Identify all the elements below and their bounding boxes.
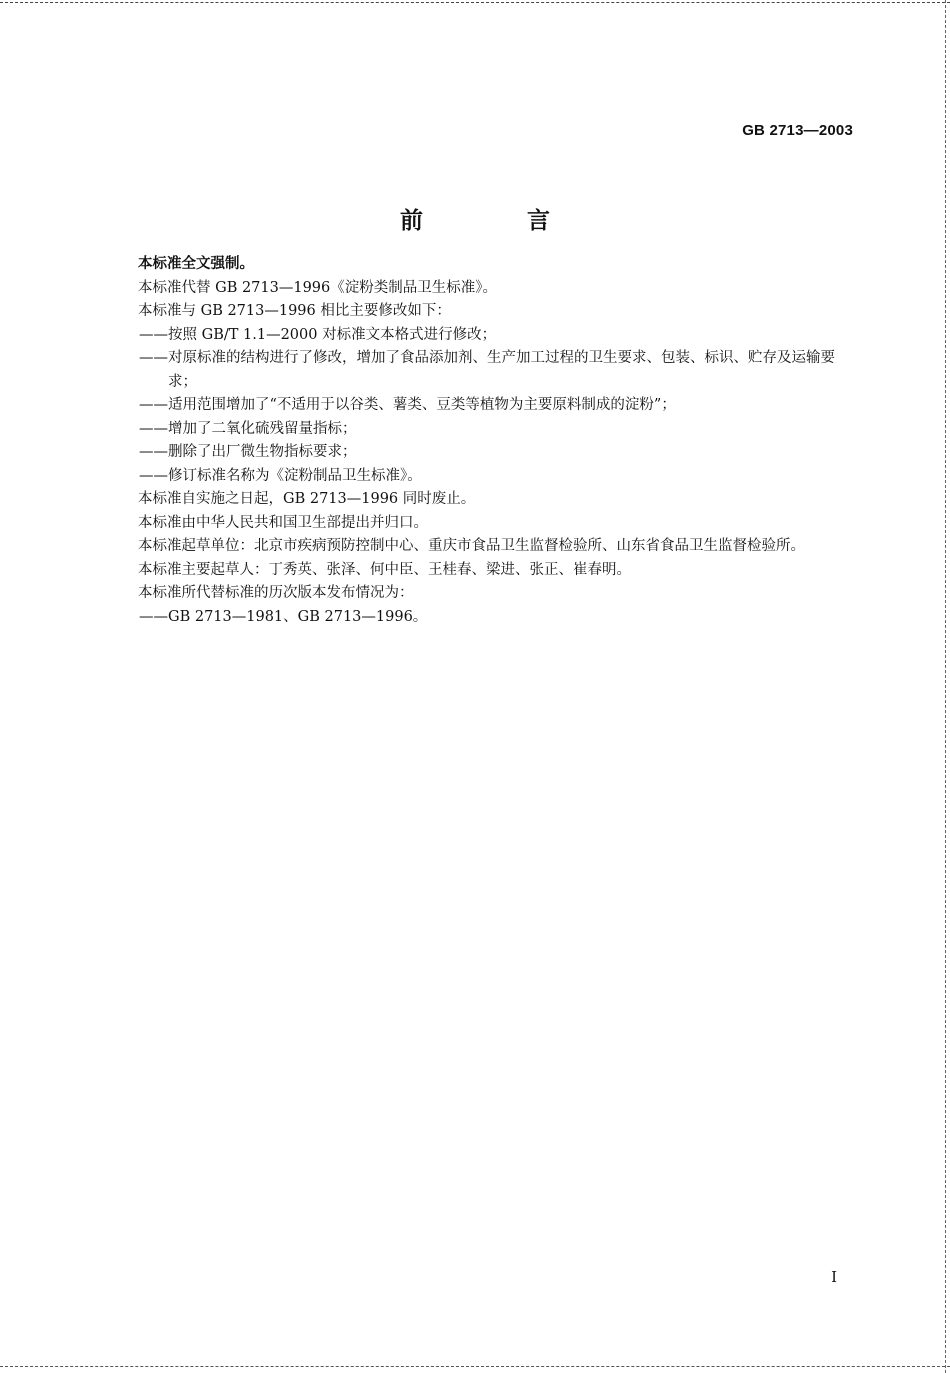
drafting-units: 本标准起草单位：北京市疾病预防控制中心、重庆市食品卫生监督检验所、山东省食品卫生监督检验所。 xyxy=(138,538,805,554)
foreword-body xyxy=(110,253,855,629)
history-intro: 本标准所代替标准的历次版本发布情况为： xyxy=(138,585,414,601)
replacement-statement: 本标准代替 GB 2713—1996《淀粉类制品卫生标准》。 xyxy=(138,279,498,296)
previous-versions: ——GB 2713—1981、GB 2713—1996。 xyxy=(139,608,428,625)
page-number: I xyxy=(831,1268,837,1286)
effective-statement: 本标准自实施之日起，GB 2713—1996 同时废止。 xyxy=(138,491,476,507)
change-item: ——修订标准名称为《淀粉制品卫生标准》。 xyxy=(139,467,422,484)
changes-intro: 本标准与 GB 2713—1996 相比主要修改如下： xyxy=(138,303,451,319)
proposer-statement: 本标准由中华人民共和国卫生部提出并归口。 xyxy=(138,514,428,531)
drafters: 本标准主要起草人：丁秀英、张泽、何中臣、王桂春、梁进、张正、崔春明。 xyxy=(138,561,631,578)
scan-border-top xyxy=(0,2,950,3)
change-item: ——适用范围增加了“不适用于以谷类、薯类、豆类等植物为主要原料制成的淀粉”； xyxy=(139,397,676,413)
scan-border-bottom xyxy=(0,1366,950,1367)
change-item: ——对原标准的结构进行了修改，增加了食品添加剂、生产加工过程的卫生要求、包装、标识、贮存及运输要求； xyxy=(139,350,835,390)
page-title: 前 言 xyxy=(399,208,598,234)
document-number: GB 2713—2003 xyxy=(742,122,853,139)
change-item: ——按照 GB/T 1.1—2000 对标准文本格式进行修改； xyxy=(139,326,497,343)
change-item: ——删除了出厂微生物指标要求； xyxy=(139,444,357,460)
change-item: ——增加了二氧化硫残留量指标； xyxy=(139,420,357,437)
mandatory-statement: 本标准全文强制。 xyxy=(138,256,254,272)
